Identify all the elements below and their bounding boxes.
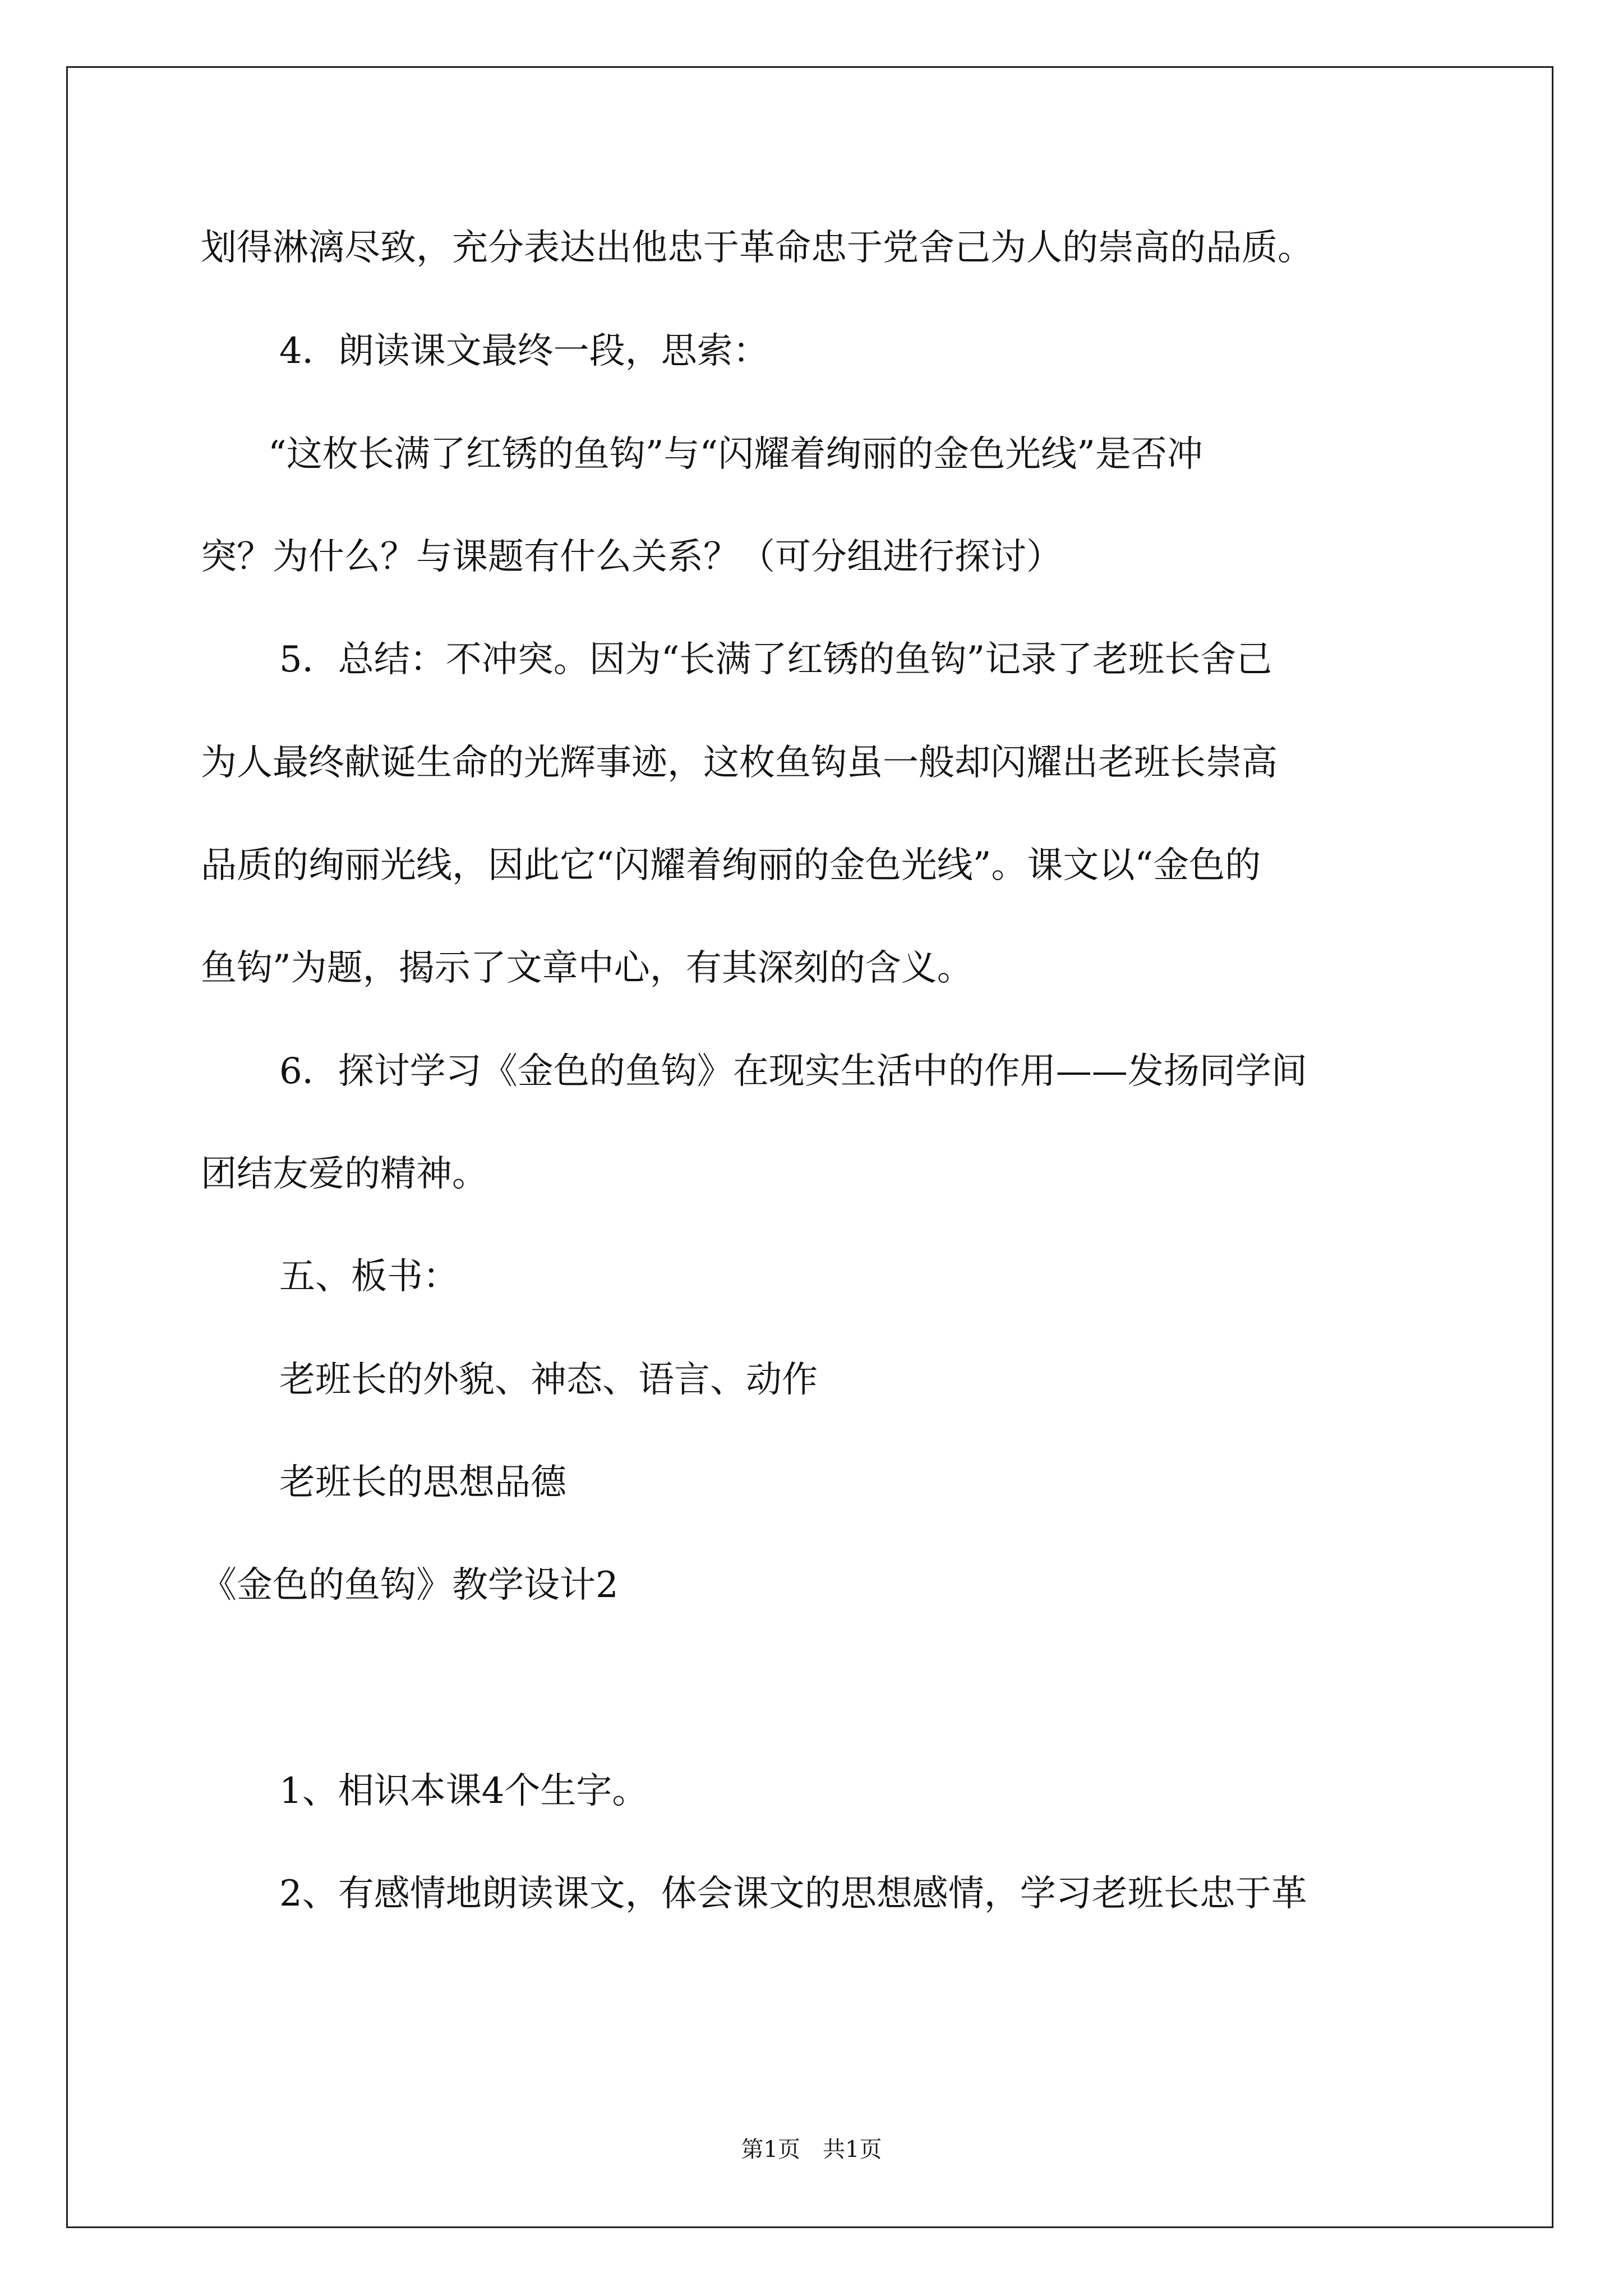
paragraph-line: 为人最终献诞生命的光辉事迹，这枚鱼钩虽一般却闪耀出老班长崇高 — [201, 742, 1278, 784]
paragraph-line: “这枚长满了红锈的鱼钩”与“闪耀着绚丽的金色光线”是否冲 — [268, 434, 1203, 475]
paragraph-line: 突？为什么？与课题有什么关系？（可分组进行探讨） — [201, 536, 1062, 578]
document-title: 《金色的鱼钩》教学设计2 — [201, 1565, 619, 1606]
board-line: 老班长的外貌、神态、语言、动作 — [279, 1359, 818, 1401]
paragraph-line: 2、有感情地朗读课文，体会课文的思想感情，学习老班长忠于革 — [279, 1873, 1307, 1915]
board-line: 老班长的思想品德 — [279, 1462, 566, 1503]
paragraph-line: 5．总结：不冲突。因为“长满了红锈的鱼钩”记录了老班长舍己 — [279, 639, 1272, 680]
paragraph-line: 鱼钩”为题，揭示了文章中心，有其深刻的含义。 — [201, 947, 973, 989]
paragraph-line: 品质的绚丽光线，因此它“闪耀着绚丽的金色光线”。课文以“金色的 — [201, 845, 1261, 886]
paragraph-line: 1、相识本课4个生字。 — [279, 1770, 648, 1812]
paragraph-line: 6．探讨学习《金色的鱼钩》在现实生活中的作用——发扬同学间 — [279, 1051, 1307, 1092]
paragraph-line: 划得淋漓尽致，充分表达出他忠于革命忠于党舍己为人的崇高的品质。 — [201, 227, 1313, 269]
paragraph-line: 团结友爱的精神。 — [201, 1153, 488, 1195]
section-heading: 五、板书： — [279, 1256, 459, 1297]
page-footer: 第1页 共1页 — [741, 2137, 882, 2162]
paragraph-line: 4．朗读课文最终一段，思索： — [279, 330, 769, 372]
